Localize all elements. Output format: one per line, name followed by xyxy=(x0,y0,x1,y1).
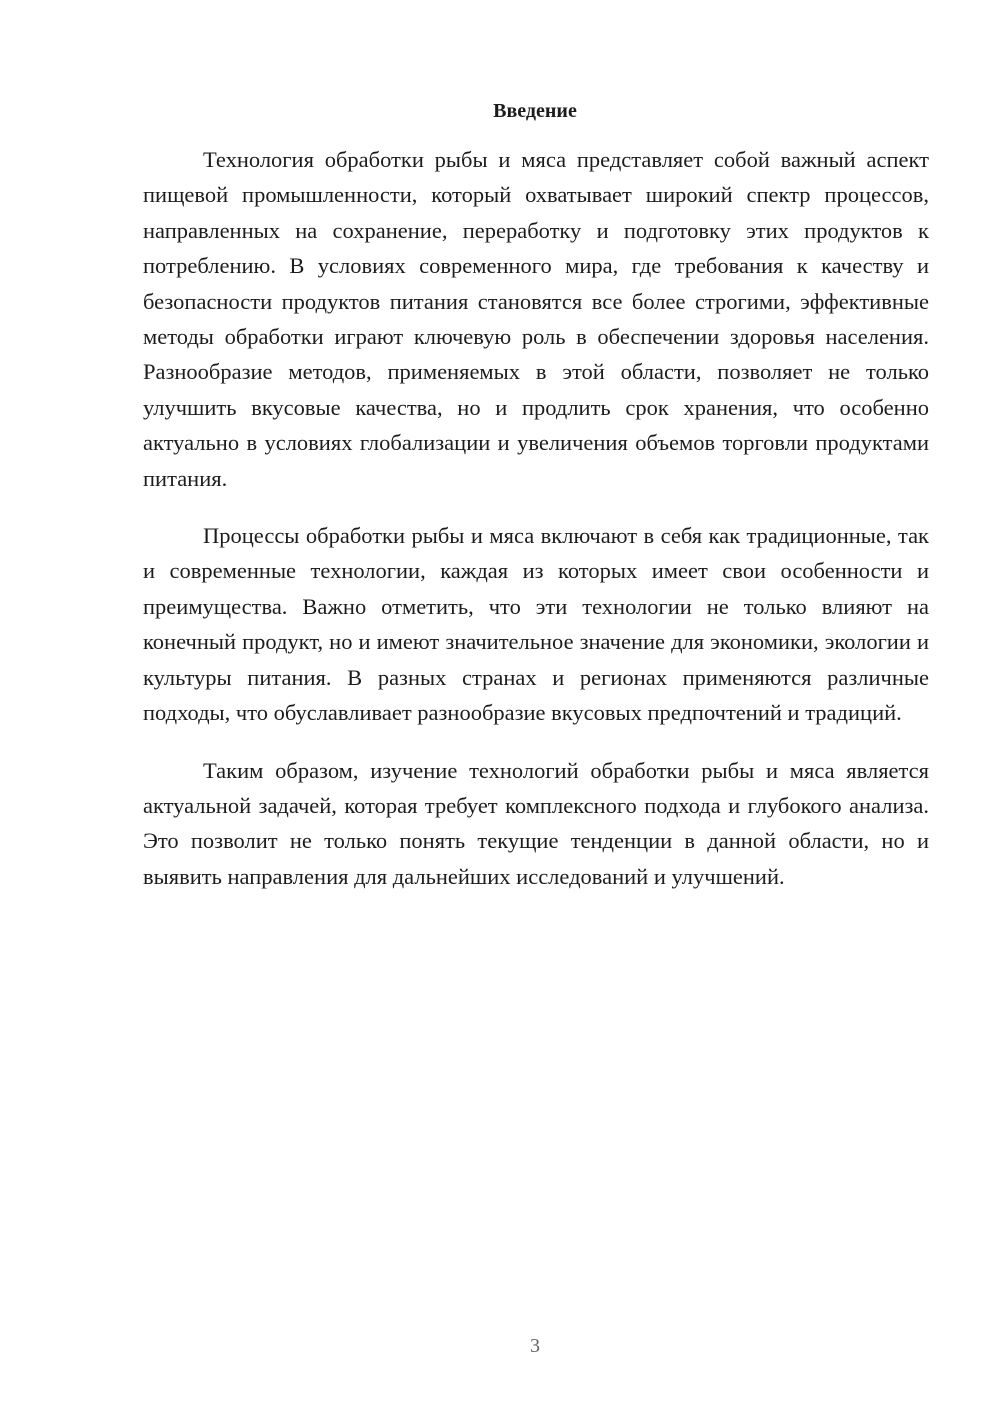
page-number: 3 xyxy=(530,1335,540,1357)
paragraph-3: Таким образом, изучение технологий обработки рыбы и мяса является актуальной задачей, которая требует комплексного подхода и глубокого анализа. Это позволит не только понять текущие тенденции в данной области, но и выявить направления для дальнейших исследований и улучшений. xyxy=(143,757,929,889)
body-text xyxy=(143,142,929,916)
page-title: Введение xyxy=(493,100,577,122)
paragraph-2: Процессы обработки рыбы и мяса включают в себя как традиционные, так и современные технологии, каждая из которых имеет свои особенности и преимущества. Важно отметить, что эти технологии не только влияют на конечный продукт, но и имеют значительное значение для экономики, экологии и культуры питания. В разных странах и регионах применяются различные подходы, что обуславливает разнообразие вкусовых предпочтений и традиций. xyxy=(143,523,929,726)
paragraph-1: Технология обработки рыбы и мяса представляет собой важный аспект пищевой промышленности, который охватывает широкий спектр процессов, направленных на сохранение, переработку и подготовку этих продуктов к потреблению. В условиях современного мира, где требования к качеству и безопасности продуктов питания становятся все более строгими, эффективные методы обработки играют ключевую роль в обеспечении здоровья населения. Разнообразие методов, применяемых в этой области, позволяет не только улучшить вкусовые качества, но и продлить срок хранения, что особенно актуально в условиях глобализации и увеличения объемов торговли продуктами питания. xyxy=(143,147,929,491)
